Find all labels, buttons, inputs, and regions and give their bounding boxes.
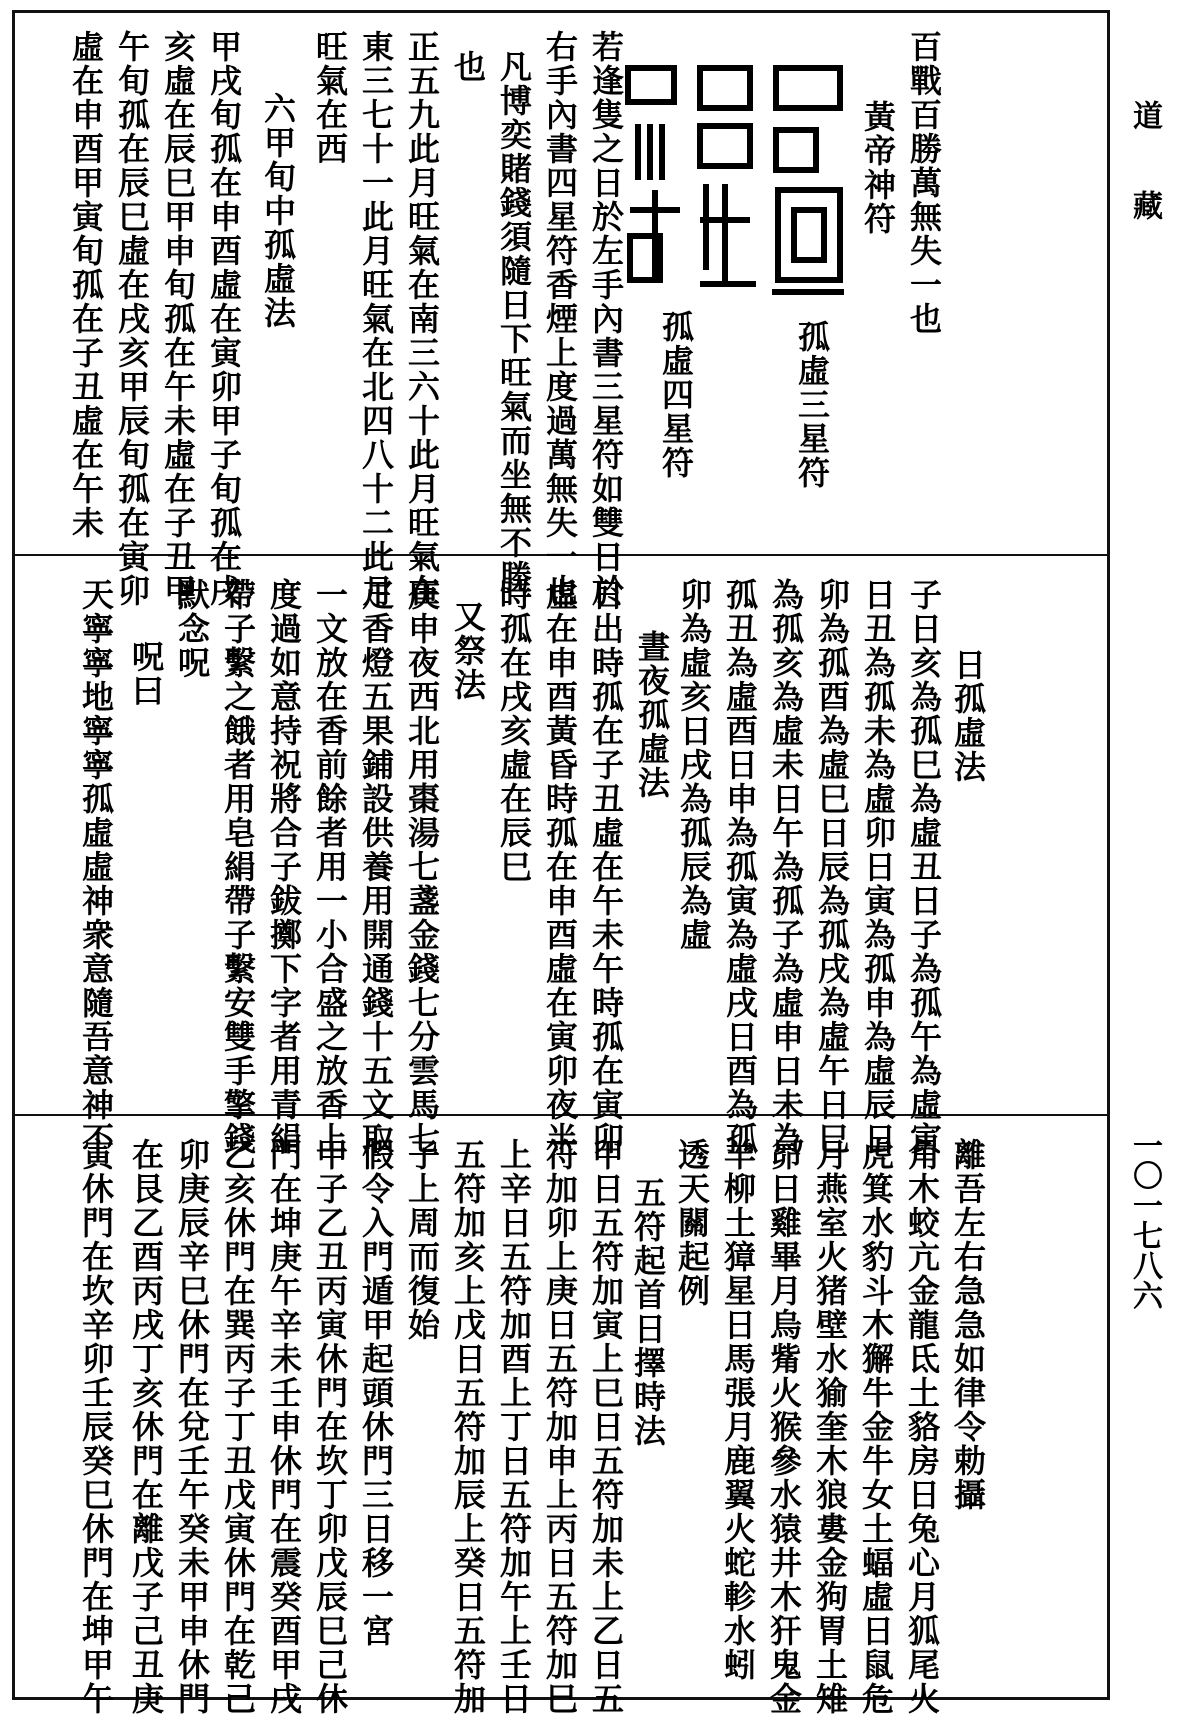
text-column: 默念呪 [173, 578, 211, 680]
text-column: 子日亥為孤巳為虛丑日子為孤午為虛寅 [905, 578, 943, 1156]
text-column: 甲日五符加寅上巳日五符加未上乙日五 [587, 1138, 625, 1716]
text-column: 符加卯上庚日五符加申上丙日五符加巳 [541, 1138, 579, 1716]
text-column: 也 [449, 50, 487, 84]
text-column: 卯為虛亥日戌為孤辰為虛 [675, 578, 713, 952]
text-column: 天寧寧地寧寧孤虛虛神衆意隨吾意神不 [77, 578, 115, 1156]
text-column: 門在坤庚午辛未壬申休門在震癸酉甲戌 [265, 1138, 303, 1716]
text-column: 正五九此月旺氣在南三六十此月旺氣在 [403, 30, 441, 608]
page-number: 一〇一七八六 [1127, 1130, 1162, 1310]
text-column: 甲戌旬孤在申酉虛在寅卯甲子旬孤在戌 [205, 30, 243, 608]
text-column: 寅休門在坎辛卯壬辰癸巳休門在坤甲午 [77, 1138, 115, 1716]
text-column: 甲子乙丑丙寅休門在坎丁卯戊辰巳己休 [311, 1138, 349, 1716]
text-column: 虛在申酉甲寅旬孤在子丑虛在午未 [67, 30, 105, 540]
talisman-label: 孤虛三星符 [793, 320, 831, 490]
heading: 又祭法 [449, 600, 487, 702]
talisman-four-star-2 [620, 60, 690, 300]
text-column: 亥虛在辰巳甲申旬孤在午未虛在子丑甲 [159, 30, 197, 608]
text-column: 為孤亥為虛未日午為孤子為虛申日未為 [767, 578, 805, 1156]
text-column: 庚申夜西北用棗湯七盞金錢七分雲馬七 [403, 578, 441, 1156]
text-column: 假令入門遁甲起頭休門三日移一宮 [357, 1138, 395, 1648]
heading: 日孤虛法 [949, 648, 987, 784]
text-column: 度過如意持祝將合子鈸擲下字者用青絹 [265, 578, 303, 1156]
text-column: 帶子繫之餓者用皂絹帶子繫安雙手擎錢 [219, 578, 257, 1156]
heading: 晝夜孤虛法 [633, 630, 671, 800]
margin-title: 道 藏 [1127, 100, 1162, 220]
text-column: 虎箕水豹斗木獬牛金牛女土蝠虛日鼠危 [857, 1138, 895, 1716]
heading: 黃帝神符 [859, 100, 897, 236]
text-column: 一文放在香前餘者用一小合盛之放香上 [311, 578, 349, 1156]
text-column: 子上周而復始 [403, 1138, 441, 1342]
text-column: 東三七十一此月旺氣在北四八十二此月 [357, 30, 395, 608]
talisman-label: 孤虛四星符 [657, 310, 695, 480]
text-column: 旺氣在西 [311, 30, 349, 166]
text-column: 日出時孤在子丑虛在午未午時孤在寅卯 [587, 578, 625, 1156]
text-column: 卯為孤酉為虛巳日辰為孤戌為虛午日巳 [813, 578, 851, 1156]
text-column: 羊柳土獐星日馬張月鹿翼火蛇軫水蚓 [719, 1138, 757, 1682]
heading: 透天關起例 [673, 1138, 711, 1308]
text-column: 疋香燈五果鋪設供養用開通錢十五文取 [357, 578, 395, 1156]
text-column: 月燕室火猪壁水㺄奎木狼婁金狗胃土雉 [811, 1138, 849, 1716]
talisman-three-star [768, 60, 848, 300]
text-column: 在艮乙酉丙戌丁亥休門在離戊子己丑庚 [127, 1138, 165, 1716]
talisman-four-star [692, 60, 762, 300]
text-column: 角木蛟亢金龍氐土貉房日兔心月狐尾火 [903, 1138, 941, 1716]
text-column: 昴日雞畢月烏觜火猴參水猿井木犴鬼金 [765, 1138, 803, 1716]
text-column: 孤丑為虛酉日申為孤寅為虛戌日酉為孤 [721, 578, 759, 1156]
text-column: 虛在申酉黃昏時孤在申酉虛在寅卯夜半 [541, 578, 579, 1156]
text-column: 上辛日五符加酉上丁日五符加午上壬日 [495, 1138, 533, 1716]
text-column: 五符加亥上戊日五符加辰上癸日五符加 [449, 1138, 487, 1716]
text-column: 午旬孤在辰巳虛在戌亥甲辰旬孤在寅卯 [113, 30, 151, 608]
text-column: 凡博奕賭錢須隨日下旺氣而坐無不勝 [495, 50, 533, 594]
text-column: 百戰百勝萬無失一也 [905, 30, 943, 336]
heading: 呪曰 [127, 640, 165, 708]
text-column: 離吾左右急急如律令勅攝 [949, 1138, 987, 1512]
text-column: 右手內書四星符香煙上度過萬無失一也 [541, 30, 579, 608]
text-column: 乙亥休門在巽丙子丁丑戊寅休門在乾己 [219, 1138, 257, 1716]
heading: 六甲旬中孤虛法 [259, 92, 297, 330]
text-column: 卯庚辰辛巳休門在兌壬午癸未甲申休門 [173, 1138, 211, 1716]
heading: 五符起首日擇時法 [629, 1176, 667, 1448]
text-column: 日丑為孤未為虛卯日寅為孤申為虛辰日 [859, 578, 897, 1156]
text-column: 時孤在戌亥虛在辰巳 [495, 578, 533, 884]
text-column: 若逢隻之日於左手內書三星符如雙日於 [587, 30, 625, 608]
